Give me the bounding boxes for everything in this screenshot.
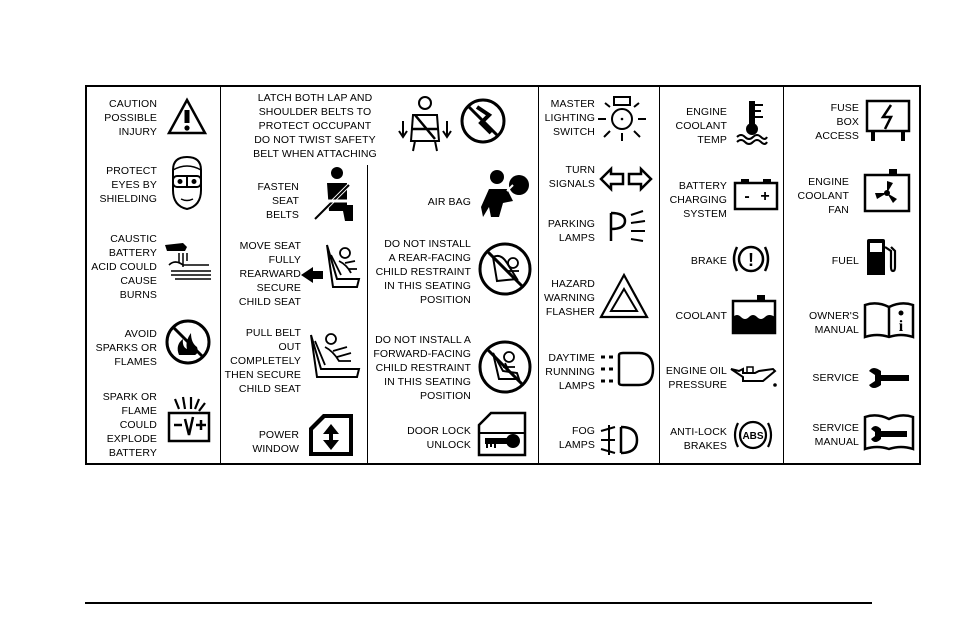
daytime-running-label: DAYTIME RUNNING LAMPS xyxy=(545,352,595,392)
battery-charging-label: BATTERY CHARGING SYSTEM xyxy=(669,180,727,220)
column-divider xyxy=(538,87,539,463)
door-lock-icon xyxy=(477,411,527,457)
fuse-box-label: FUSE BOX ACCESS xyxy=(815,102,859,142)
caution-label: CAUTION POSSIBLE INJURY xyxy=(104,98,157,138)
anti-lock-label: ANTI-LOCK BRAKES xyxy=(670,426,727,452)
hazard-triangle-icon xyxy=(599,273,649,319)
fuse-box-icon xyxy=(865,99,911,143)
power-window-label: POWER WINDOW xyxy=(252,429,299,455)
abs-text: ABS xyxy=(742,431,764,442)
battery-icon xyxy=(733,177,779,211)
fuel-pump-icon xyxy=(865,237,897,277)
owners-manual-icon xyxy=(863,301,915,339)
oil-pressure-label: ENGINE OIL PRESSURE xyxy=(665,365,727,391)
parking-lamps-label: PARKING LAMPS xyxy=(547,218,595,244)
brake-exclamation-glyph: ! xyxy=(748,250,754,270)
fog-lamps-icon xyxy=(599,425,639,455)
no-flames-icon xyxy=(165,319,211,365)
service-manual-icon xyxy=(863,413,915,451)
no-rear-facing-seat-icon xyxy=(477,241,533,297)
coolant-fan-icon xyxy=(863,167,911,215)
column-divider xyxy=(367,165,368,463)
service-manual-label: SERVICE MANUAL xyxy=(812,422,859,448)
no-twist-belt-icon xyxy=(459,97,507,145)
caustic-acid-label: CAUSTIC BATTERY ACID COULD CAUSE BURNS xyxy=(91,233,157,301)
fasten-belts-label: FASTEN SEAT BELTS xyxy=(257,181,299,221)
caution-triangle-icon xyxy=(167,97,207,137)
parking-lamps-icon xyxy=(607,211,647,243)
brake-warning-icon xyxy=(729,239,773,279)
coolant-fan-label: ENGINE COOLANT FAN xyxy=(797,176,849,216)
daytime-running-icon xyxy=(599,351,655,387)
brake-label: BRAKE xyxy=(690,255,727,267)
seat-belt-icon xyxy=(309,165,359,223)
turn-signals-label: TURN SIGNALS xyxy=(548,164,595,190)
child-seat-belt-icon xyxy=(307,329,363,381)
no-forward-facing-label: DO NOT INSTALL A FORWARD-FACING CHILD RESTRAINT IN THIS SEATING POSITION xyxy=(373,334,471,402)
abs-icon xyxy=(731,417,775,453)
service-label: SERVICE xyxy=(812,372,859,384)
no-forward-facing-seat-icon xyxy=(477,339,533,395)
coolant-reservoir-icon xyxy=(731,293,777,335)
vehicle-symbols-chart xyxy=(85,85,921,465)
info-glyph: i xyxy=(898,318,904,335)
master-lighting-label: MASTER LIGHTING SWITCH xyxy=(544,98,595,138)
master-lighting-icon xyxy=(597,95,647,145)
hazard-flasher-label: HAZARD WARNING FLASHER xyxy=(543,278,595,318)
footer-rule xyxy=(85,602,872,604)
coolant-temp-label: ENGINE COOLANT TEMP xyxy=(675,106,727,146)
air-bag-icon xyxy=(479,167,531,219)
fog-lamps-label: FOG LAMPS xyxy=(558,425,595,451)
coolant-temp-icon xyxy=(735,99,769,143)
power-window-icon xyxy=(307,412,355,458)
belt-occupant-icon xyxy=(397,95,453,153)
avoid-sparks-label: AVOID SPARKS OR FLAMES xyxy=(95,328,157,368)
pull-belt-label: PULL BELT OUT COMPLETELY THEN SECURE CHILD SEAT xyxy=(224,327,301,395)
air-bag-label: AIR BAG xyxy=(427,196,471,208)
spark-explode-label: SPARK OR FLAME COULD EXPLODE BATTERY xyxy=(102,391,157,459)
column-divider xyxy=(220,87,221,463)
face-goggles-icon xyxy=(167,154,207,212)
exploding-battery-icon xyxy=(165,395,213,445)
no-rear-facing-label: DO NOT INSTALL A REAR-FACING CHILD RESTRAINT IN THIS SEATING POSITION xyxy=(375,238,471,306)
fuel-label: FUEL xyxy=(831,255,859,267)
coolant-label: COOLANT xyxy=(675,310,727,322)
protect-eyes-label: PROTECT EYES BY SHIELDING xyxy=(99,165,157,205)
child-seat-rearward-icon xyxy=(301,239,363,291)
wrench-icon xyxy=(867,367,911,389)
battery-plus-glyph: + xyxy=(760,188,770,205)
battery-minus-glyph: - xyxy=(744,188,750,205)
owners-manual-label: OWNER'S MANUAL xyxy=(809,310,859,336)
move-seat-label: MOVE SEAT FULLY REARWARD SECURE CHILD SEAT xyxy=(238,240,301,308)
turn-signals-icon xyxy=(599,167,653,191)
oil-can-icon xyxy=(729,363,779,389)
column-divider xyxy=(783,87,784,463)
latch-belts-label: LATCH BOTH LAP AND SHOULDER BELTS TO PROTECT OCCUPANT DO NOT TWIST SAFETY BELT WHEN ATTACHING xyxy=(253,92,377,160)
acid-hand-icon xyxy=(161,237,215,285)
door-lock-label: DOOR LOCK UNLOCK xyxy=(407,425,471,451)
